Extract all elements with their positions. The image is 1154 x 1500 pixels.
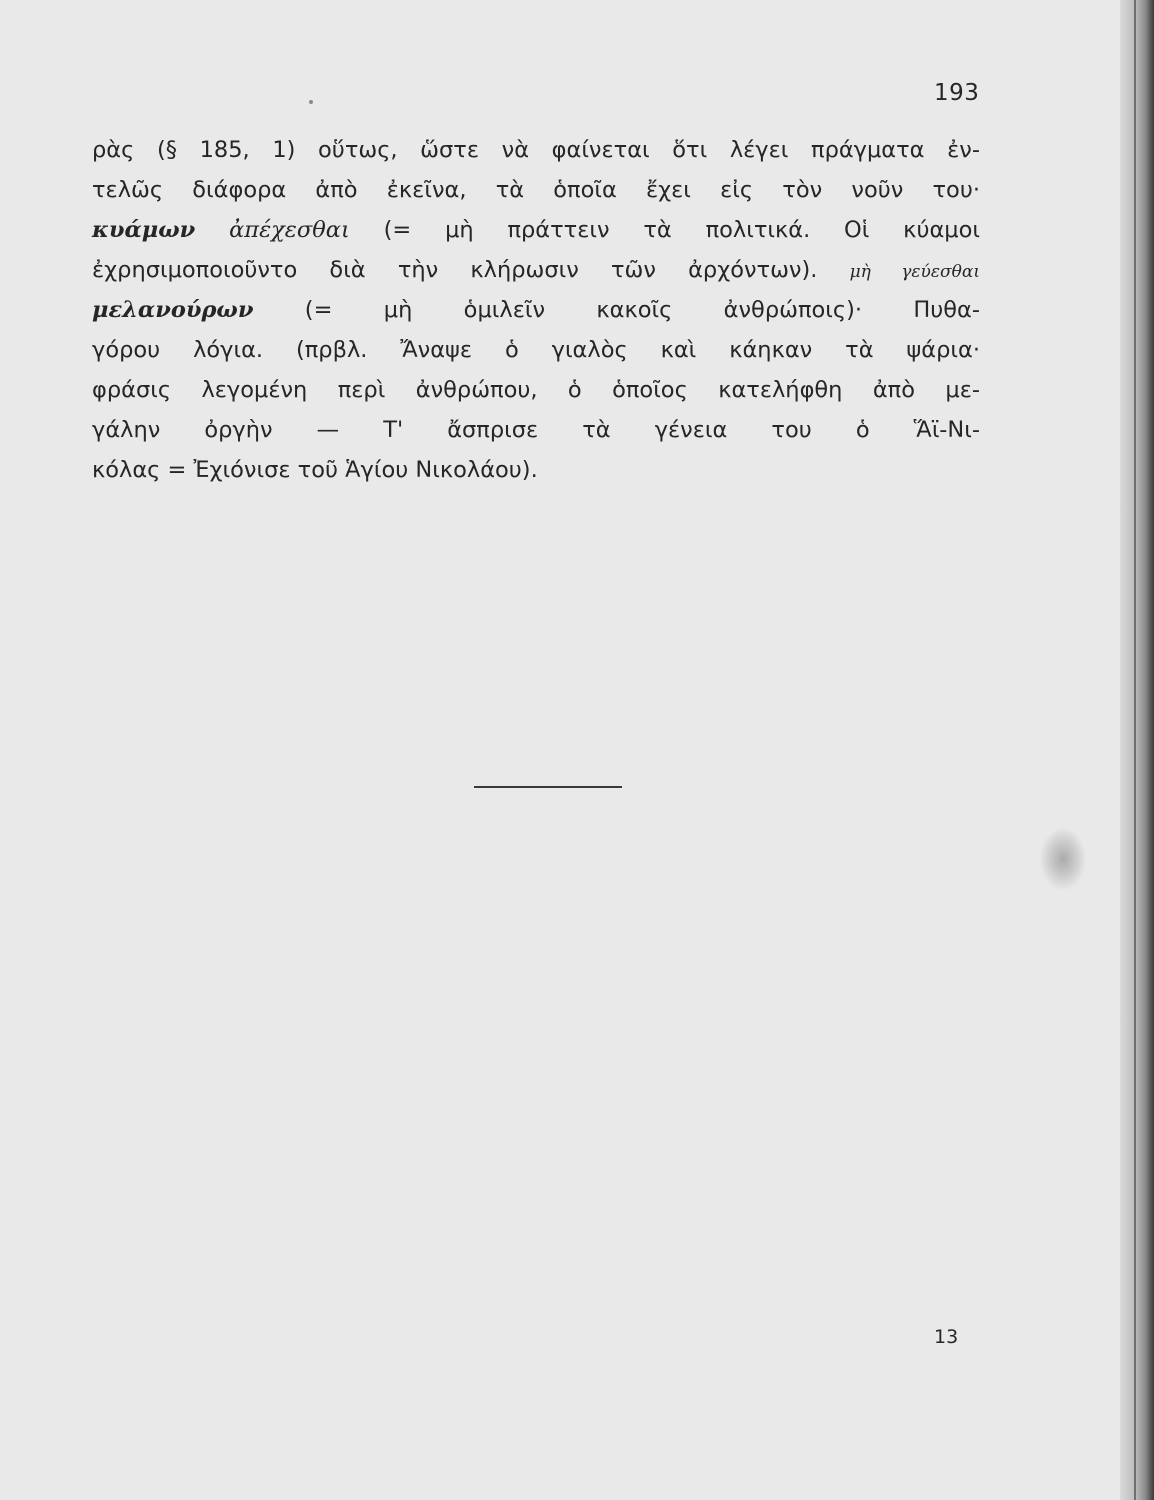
emphasized-phrase: κυάμων <box>92 217 196 243</box>
text-segment: κόλας = Ἐχιόνισε τοῦ Ἁγίου Νικολάου). <box>92 457 538 483</box>
text-line-1 <box>92 130 980 170</box>
text-segment: τελῶς διάφορα ἀπὸ ἐκεῖνα, τὰ ὁποῖα ἔχει εἰς τὸν νοῦν του· <box>92 177 980 203</box>
text-line-3 <box>92 210 980 250</box>
text-line-6 <box>92 330 980 370</box>
paper-stain <box>1040 828 1086 890</box>
text-segment: (= μὴ πράττειν τὰ πολιτικά. Οἱ κύαμοι <box>349 217 980 243</box>
section-divider <box>474 786 622 788</box>
italic-phrase: μὴ γεύεσθαι <box>849 262 980 282</box>
text-line-8 <box>92 410 980 450</box>
signature-mark: 13 <box>934 1326 959 1348</box>
italic-phrase: ἀπέχεσθαι <box>195 217 350 243</box>
text-segment: φράσις λεγομένη περὶ ἀνθρώπου, ὁ ὁποῖος κατελήφθη ἀπὸ με- <box>92 377 980 403</box>
text-line-5 <box>92 290 980 330</box>
text-segment: ἐχρησιμοποιοῦντο διὰ τὴν κλήρωσιν τῶν ἀρχόντων). <box>92 257 850 283</box>
text-segment: ρὰς (§ 185, 1) οὕτως, ὥστε νὰ φαίνεται ὅτι λέγει πράγματα ἐν- <box>92 137 980 163</box>
text-line-2 <box>92 170 980 210</box>
text-segment: γόρου λόγια. (πρβλ. Ἄναψε ὁ γιαλὸς καὶ κάηκαν τὰ ψάρια· <box>92 337 980 363</box>
text-line-9 <box>92 450 980 490</box>
emphasized-phrase: μελανούρων <box>92 297 254 323</box>
page-edge-line <box>1134 0 1136 1500</box>
page-binding-edge <box>1120 0 1154 1500</box>
page-number: 193 <box>934 80 980 106</box>
print-speck <box>309 100 313 104</box>
body-text <box>92 130 980 490</box>
text-segment: (= μὴ ὁμιλεῖν κακοῖς ἀνθρώποις)· Πυθα- <box>253 297 980 323</box>
text-line-4 <box>92 250 980 290</box>
text-segment: γάλην ὀργὴν — Τ' ἄσπρισε τὰ γένεια του ὁ Ἅϊ-Νι- <box>92 417 980 443</box>
text-line-7 <box>92 370 980 410</box>
